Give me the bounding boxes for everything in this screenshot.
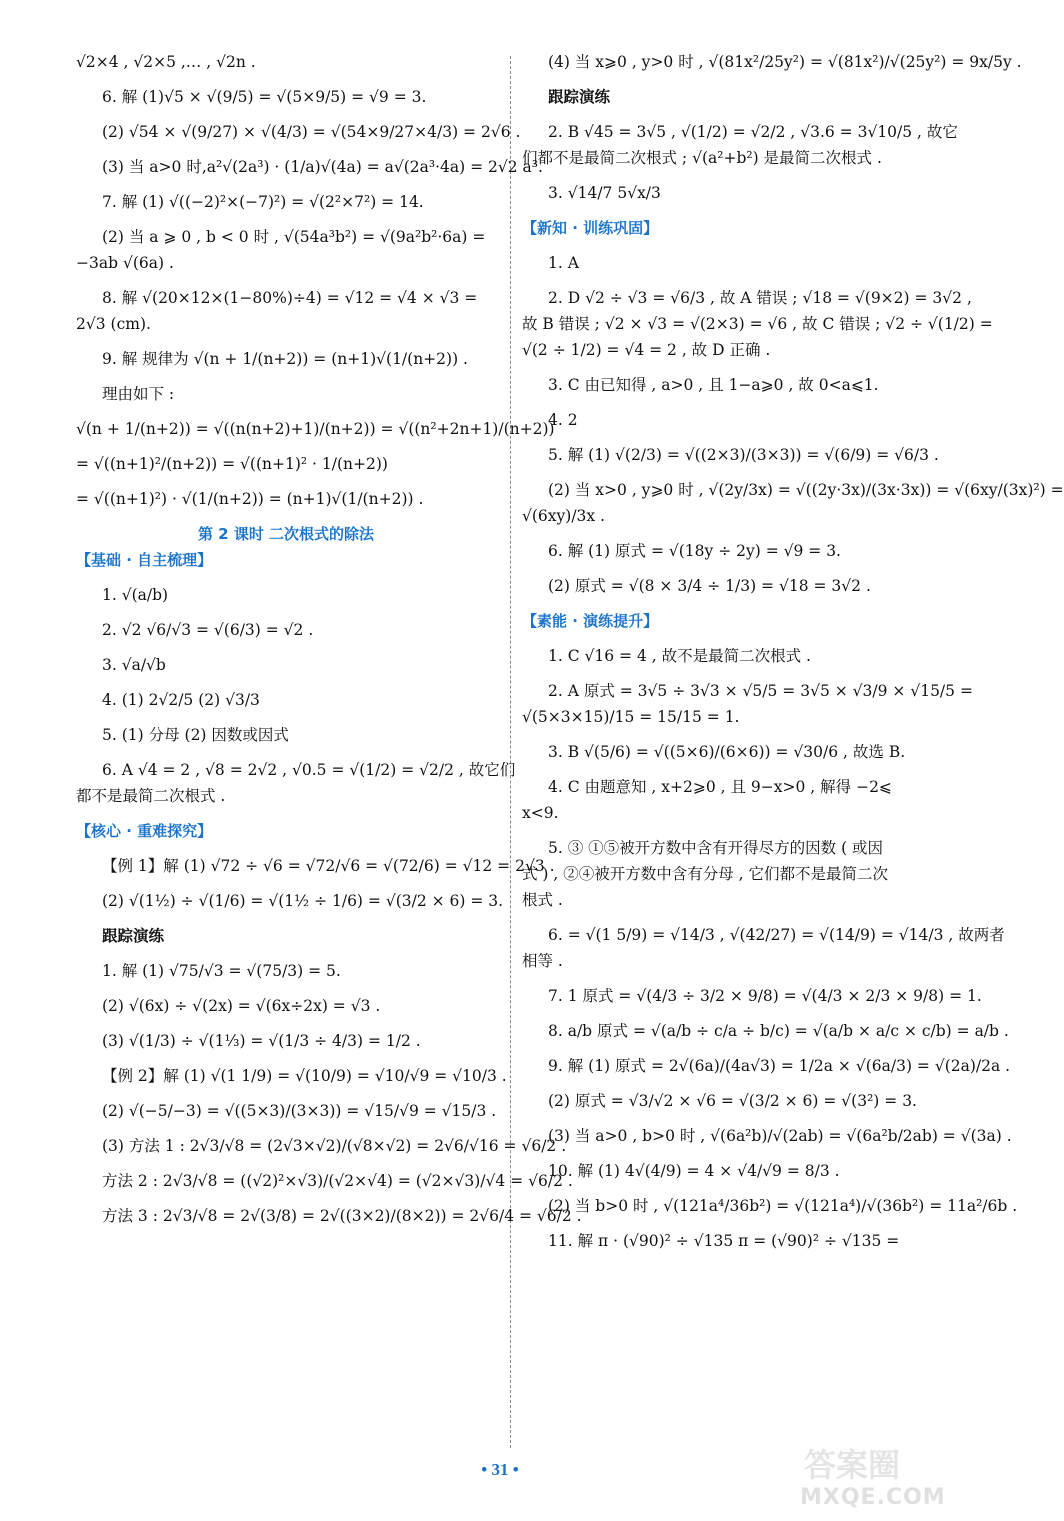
text-line: (2) 当 x>0 , y⩾0 时 , √(2y/3x) = √((2y·3x)/(3x·3x)) = √(6xy/(3x)²) = xyxy=(548,481,1064,499)
text-line: 8. a/b 原式 = √(a/b ÷ c/a ÷ b/c) = √(a/b × a/c × c/b) = a/b . xyxy=(548,1022,1009,1040)
text-line: 【例 1】解 (1) √72 ÷ √6 = √72/√6 = √(72/6) = √12 = 2√3 . xyxy=(102,857,555,875)
text-line: 2. A 原式 = 3√5 ÷ 3√3 × √5/5 = 3√5 × √3/9 × √15/5 = xyxy=(548,682,973,700)
text-line: 3. √14/7 5√x/3 xyxy=(548,184,661,202)
text-line: 3. B √(5/6) = √((5×6)/(6×6)) = √30/6 , 故选 B. xyxy=(548,743,906,761)
text-line: 理由如下 : xyxy=(102,385,175,403)
text-line: 5. 解 (1) √(2/3) = √((2×3)/(3×3)) = √(6/9) = √6/3 . xyxy=(548,446,939,464)
section-heading: 【基础 · 自主梳理】 xyxy=(76,551,213,569)
text-line: √(6xy)/3x . xyxy=(522,507,606,525)
text-line: = √((n+1)²) · √(1/(n+2)) = (n+1)√(1/(n+2)) . xyxy=(76,490,424,508)
column-divider xyxy=(510,56,511,1448)
text-line: (2) 当 b>0 时 , √(121a⁴/36b²) = √(121a⁴)/√(36b²) = 11a²/6b . xyxy=(548,1197,1018,1215)
text-line: = √((n+1)²/(n+2)) = √((n+1)² · 1/(n+2)) xyxy=(76,455,388,473)
text-line: 11. 解 π · (√90)² ÷ √135 π = (√90)² ÷ √135 = xyxy=(548,1232,900,1250)
section-heading: 【素能 · 演练提升】 xyxy=(522,612,659,630)
text-line: 2. D √2 ÷ √3 = √6/3 , 故 A 错误 ; √18 = √(9×2) = 3√2 , xyxy=(548,289,972,307)
text-line: 9. 解 规律为 √(n + 1/(n+2)) = (n+1)√(1/(n+2)) . xyxy=(102,350,468,368)
text-line: (3) √(1/3) ÷ √(1⅓) = √(1/3 ÷ 4/3) = 1/2 . xyxy=(102,1032,421,1050)
text-line: 式 ) , ②④被开方数中含有分母 , 它们都不是最简二次 xyxy=(522,865,889,883)
text-line: 方法 2 : 2√3/√8 = ((√2)²×√3)/(√2×√4) = (√2×√3)/√4 = √6/2 . xyxy=(102,1172,573,1190)
text-line: 2. B √45 = 3√5 , √(1/2) = √2/2 , √3.6 = 3√10/5 , 故它 xyxy=(548,123,958,141)
text-line: 故 B 错误 ; √2 × √3 = √(2×3) = √6 , 故 C 错误 ; √2 ÷ √(1/2) = xyxy=(522,315,993,333)
text-line: 1. C √16 = 4 , 故不是最简二次根式 . xyxy=(548,647,811,665)
text-line: 们都不是最简二次根式 ; √(a²+b²) 是最简二次根式 . xyxy=(522,149,882,167)
text-line: 1. 解 (1) √75/√3 = √(75/3) = 5. xyxy=(102,962,341,980)
text-line: 6. A √4 = 2 , √8 = 2√2 , √0.5 = √(1/2) = √2/2 , 故它们 xyxy=(102,761,516,779)
text-line: 6. 解 (1) 原式 = √(18y ÷ 2y) = √9 = 3. xyxy=(548,542,841,560)
text-line: 7. 解 (1) √((−2)²×(−7)²) = √(2²×7²) = 14. xyxy=(102,193,424,211)
text-line: √(2 ÷ 1/2) = √4 = 2 , 故 D 正确 . xyxy=(522,341,771,359)
right-column xyxy=(522,52,1064,1266)
lesson-title: 第 2 课时 二次根式的除法 xyxy=(197,525,375,543)
subheading: 跟踪演练 xyxy=(102,926,165,945)
watermark-logo: 答案圈 xyxy=(804,1446,901,1484)
text-line: (2) √54 × √(9/27) × √(4/3) = √(54×9/27×4/3) = 2√6 . xyxy=(102,123,521,141)
text-line: x<9. xyxy=(522,804,559,822)
page-number: • 31 • xyxy=(481,1460,519,1479)
section-heading: 【核心 · 重难探究】 xyxy=(76,822,213,840)
text-line: 1. A xyxy=(548,254,579,272)
text-line: (2) 原式 = √(8 × 3/4 ÷ 1/3) = √18 = 3√2 . xyxy=(548,577,871,595)
watermark-url: MXQE.COM xyxy=(800,1485,946,1510)
text-line: √2×4 , √2×5 ,… , √2n . xyxy=(76,53,256,71)
text-line: 10. 解 (1) 4√(4/9) = 4 × √4/√9 = 8/3 . xyxy=(548,1162,840,1180)
subheading: 跟踪演练 xyxy=(548,87,611,106)
text-line: (2) √(1½) ÷ √(1/6) = √(1½ ÷ 1/6) = √(3/2 × 6) = 3. xyxy=(102,892,504,910)
text-line: 【例 2】解 (1) √(1 1/9) = √(10/9) = √10/√9 = √10/3 . xyxy=(102,1067,507,1085)
text-line: 4. (1) 2√2/5 (2) √3/3 xyxy=(102,691,260,709)
text-line: 5. (1) 分母 (2) 因数或因式 xyxy=(102,726,289,744)
text-line: (2) 原式 = √3/√2 × √6 = √(3/2 × 6) = √(3²) = 3. xyxy=(548,1092,917,1110)
text-line: 2√3 (cm). xyxy=(76,315,151,333)
watermark xyxy=(800,1440,980,1510)
text-line: (3) 当 a>0 , b>0 时 , √(6a²b)/√(2ab) = √(6a²b/2ab) = √(3a) . xyxy=(548,1127,1012,1145)
text-line: 4. C 由题意知 , x+2⩾0 , 且 9−x>0 , 解得 −2⩽ xyxy=(548,778,892,796)
text-line: √(5×3×15)/15 = 15/15 = 1. xyxy=(522,708,740,726)
section-heading: 【新知 · 训练巩固】 xyxy=(522,219,659,237)
text-line: 6. 解 (1)√5 × √(9/5) = √(5×9/5) = √9 = 3. xyxy=(102,88,427,106)
text-line: −3ab √(6a) . xyxy=(76,254,174,272)
text-line: 根式 . xyxy=(522,891,563,909)
text-line: 5. ③ ①⑤被开方数中含有开得尽方的因数 ( 或因 xyxy=(548,839,884,857)
text-line: 1. √(a/b) xyxy=(102,586,169,604)
text-line: √(n + 1/(n+2)) = √((n(n+2)+1)/(n+2)) = √((n²+2n+1)/(n+2)) xyxy=(76,420,555,438)
text-line: (2) √(−5/−3) = √((5×3)/(3×3)) = √15/√9 = √15/3 . xyxy=(102,1102,497,1120)
text-line: 2. √2 √6/√3 = √(6/3) = √2 . xyxy=(102,621,314,639)
text-line: (3) 当 a>0 时,a²√(2a³) · (1/a)√(4a) = a√(2a³·4a) = 2√2 a³. xyxy=(102,158,543,176)
text-line: 4. 2 xyxy=(548,411,578,429)
text-line: 7. 1 原式 = √(4/3 ÷ 3/2 × 9/8) = √(4/3 × 2/3 × 9/8) = 1. xyxy=(548,987,982,1005)
text-line: 都不是最简二次根式 . xyxy=(76,787,226,805)
text-line: 6. = √(1 5/9) = √14/3 , √(42/27) = √(14/9) = √14/3 , 故两者 xyxy=(548,926,1005,944)
text-line: 9. 解 (1) 原式 = 2√(6a)/(4a√3) = 1/2a × √(6a/3) = √(2a)/2a . xyxy=(548,1057,1011,1075)
text-line: 方法 3 : 2√3/√8 = 2√(3/8) = 2√((3×2)/(8×2)) = 2√6/4 = √6/2 . xyxy=(102,1207,582,1225)
text-line: 3. C 由已知得 , a>0 , 且 1−a⩾0 , 故 0<a⩽1. xyxy=(548,376,879,394)
text-line: (3) 方法 1 : 2√3/√8 = (2√3×√2)/(√8×√2) = 2√6/√16 = √6/2 . xyxy=(102,1137,567,1155)
text-line: 3. √a/√b xyxy=(102,656,166,674)
text-line: (2) 当 a ⩾ 0 , b < 0 时 , √(54a³b²) = √(9a²b²·6a) = xyxy=(102,228,486,246)
text-line: 8. 解 √(20×12×(1−80%)÷4) = √12 = √4 × √3 = xyxy=(102,289,478,307)
text-line: (2) √(6x) ÷ √(2x) = √(6x÷2x) = √3 . xyxy=(102,997,381,1015)
text-line: (4) 当 x⩾0 , y>0 时 , √(81x²/25y²) = √(81x²)/√(25y²) = 9x/5y . xyxy=(548,53,1022,71)
text-line: 相等 . xyxy=(522,952,563,970)
